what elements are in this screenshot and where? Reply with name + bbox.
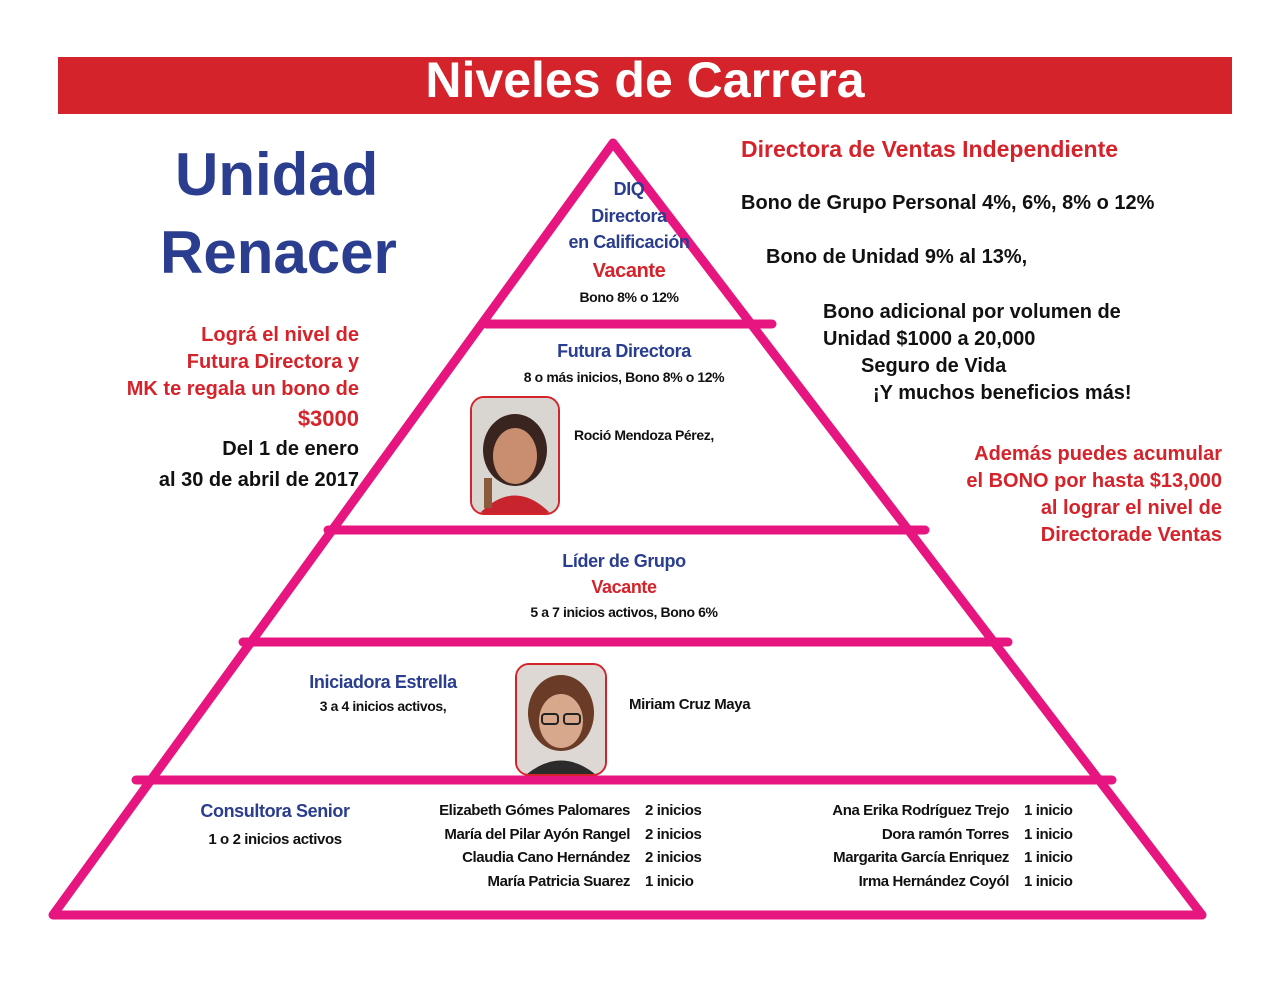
unit-name-line1: Unidad bbox=[175, 141, 379, 208]
director-benefit-3a: Bono adicional por volumen de bbox=[823, 301, 1121, 323]
iniciadora-requirement: 3 a 4 inicios activos, bbox=[319, 698, 447, 714]
member-name: Margarita García Enriquez bbox=[833, 849, 1009, 866]
promo-amount: $3000 bbox=[297, 406, 359, 431]
diq-status: Vacante bbox=[592, 260, 666, 282]
diq-bono: Bono 8% o 12% bbox=[579, 289, 679, 305]
member-count: 1 inicio bbox=[1024, 872, 1073, 890]
extra-line-3: al lograr el nivel de bbox=[1040, 497, 1222, 519]
director-benefit-5: ¡Y muchos beneficios más! bbox=[873, 382, 1132, 404]
list-item bbox=[780, 823, 1072, 847]
iniciadora-title: Iniciadora Estrella bbox=[309, 672, 457, 692]
member-count: 2 inicios bbox=[645, 825, 702, 843]
level-diq bbox=[529, 175, 729, 307]
director-benefit-2: Bono de Unidad 9% al 13%, bbox=[766, 246, 1028, 268]
lider-status: Vacante bbox=[591, 577, 657, 597]
diq-line-3: en Calificación bbox=[568, 232, 690, 252]
list-item bbox=[390, 799, 701, 823]
consultora-title: Consultora Senior bbox=[200, 801, 350, 821]
level-lider bbox=[474, 548, 774, 623]
promo-line-2: Futura Directora y bbox=[186, 351, 359, 373]
extra-line-4: Directorade Ventas bbox=[1040, 524, 1222, 546]
promo-line-1: Lográ el nivel de bbox=[201, 324, 359, 346]
member-name: María Patricia Suarez bbox=[487, 872, 630, 890]
member-name: Elizabeth Gómes Palomares bbox=[439, 802, 630, 819]
iniciadora-member-name: Miriam Cruz Maya bbox=[629, 696, 751, 713]
member-photo-miriam bbox=[515, 663, 607, 776]
futura-member-name: Roció Mendoza Pérez, bbox=[574, 427, 714, 443]
list-item bbox=[780, 870, 1072, 894]
futura-requirement: 8 o más inicios, Bono 8% o 12% bbox=[523, 369, 725, 385]
list-item bbox=[390, 823, 701, 847]
member-name: Irma Hernández Coyól bbox=[858, 872, 1009, 890]
member-count: 2 inicios bbox=[645, 802, 702, 819]
extra-bonus-block bbox=[900, 441, 1222, 549]
list-item bbox=[780, 846, 1072, 870]
promo-date-2: al 30 de abril de 2017 bbox=[158, 469, 359, 491]
promo-block bbox=[60, 322, 359, 496]
member-name: Claudia Cano Hernández bbox=[462, 849, 630, 866]
member-count: 1 inicio bbox=[645, 872, 694, 890]
list-item bbox=[390, 870, 701, 894]
promo-line-3: MK te regala un bono de bbox=[126, 378, 359, 400]
consultora-requirement: 1 o 2 inicios activos bbox=[208, 831, 342, 848]
lider-requirement: 5 a 7 inicios activos, Bono 6% bbox=[530, 604, 718, 620]
futura-title: Futura Directora bbox=[557, 341, 691, 361]
diq-line-2: Directora bbox=[591, 206, 667, 226]
director-benefit-4: Seguro de Vida bbox=[861, 355, 1007, 377]
member-count: 1 inicio bbox=[1024, 802, 1073, 819]
unit-name-line2: Renacer bbox=[160, 219, 397, 286]
lider-title: Líder de Grupo bbox=[562, 551, 686, 571]
member-name: Dora ramón Torres bbox=[881, 825, 1009, 843]
director-benefit-3b: Unidad $1000 a 20,000 bbox=[823, 328, 1036, 350]
director-benefit-1: Bono de Grupo Personal 4%, 6%, 8% o 12% bbox=[741, 192, 1155, 214]
list-item bbox=[780, 799, 1072, 823]
member-name: Ana Erika Rodríguez Trejo bbox=[832, 802, 1009, 819]
consultora-members-left bbox=[390, 799, 701, 893]
extra-line-2: el BONO por hasta $13,000 bbox=[966, 470, 1222, 492]
member-name: María del Pilar Ayón Rangel bbox=[444, 825, 630, 843]
diq-label: DIQ bbox=[613, 179, 645, 199]
page-title: Niveles de Carrera bbox=[425, 52, 865, 108]
director-title: Directora de Ventas Independiente bbox=[741, 136, 1119, 162]
consultora-members-right bbox=[780, 799, 1072, 893]
list-item bbox=[390, 846, 701, 870]
member-count: 2 inicios bbox=[645, 849, 702, 866]
member-photo-rocio bbox=[470, 396, 560, 515]
member-count: 1 inicio bbox=[1024, 849, 1073, 866]
member-count: 1 inicio bbox=[1024, 825, 1073, 843]
extra-line-1: Además puedes acumular bbox=[974, 443, 1222, 465]
promo-date-1: Del 1 de enero bbox=[222, 438, 359, 460]
